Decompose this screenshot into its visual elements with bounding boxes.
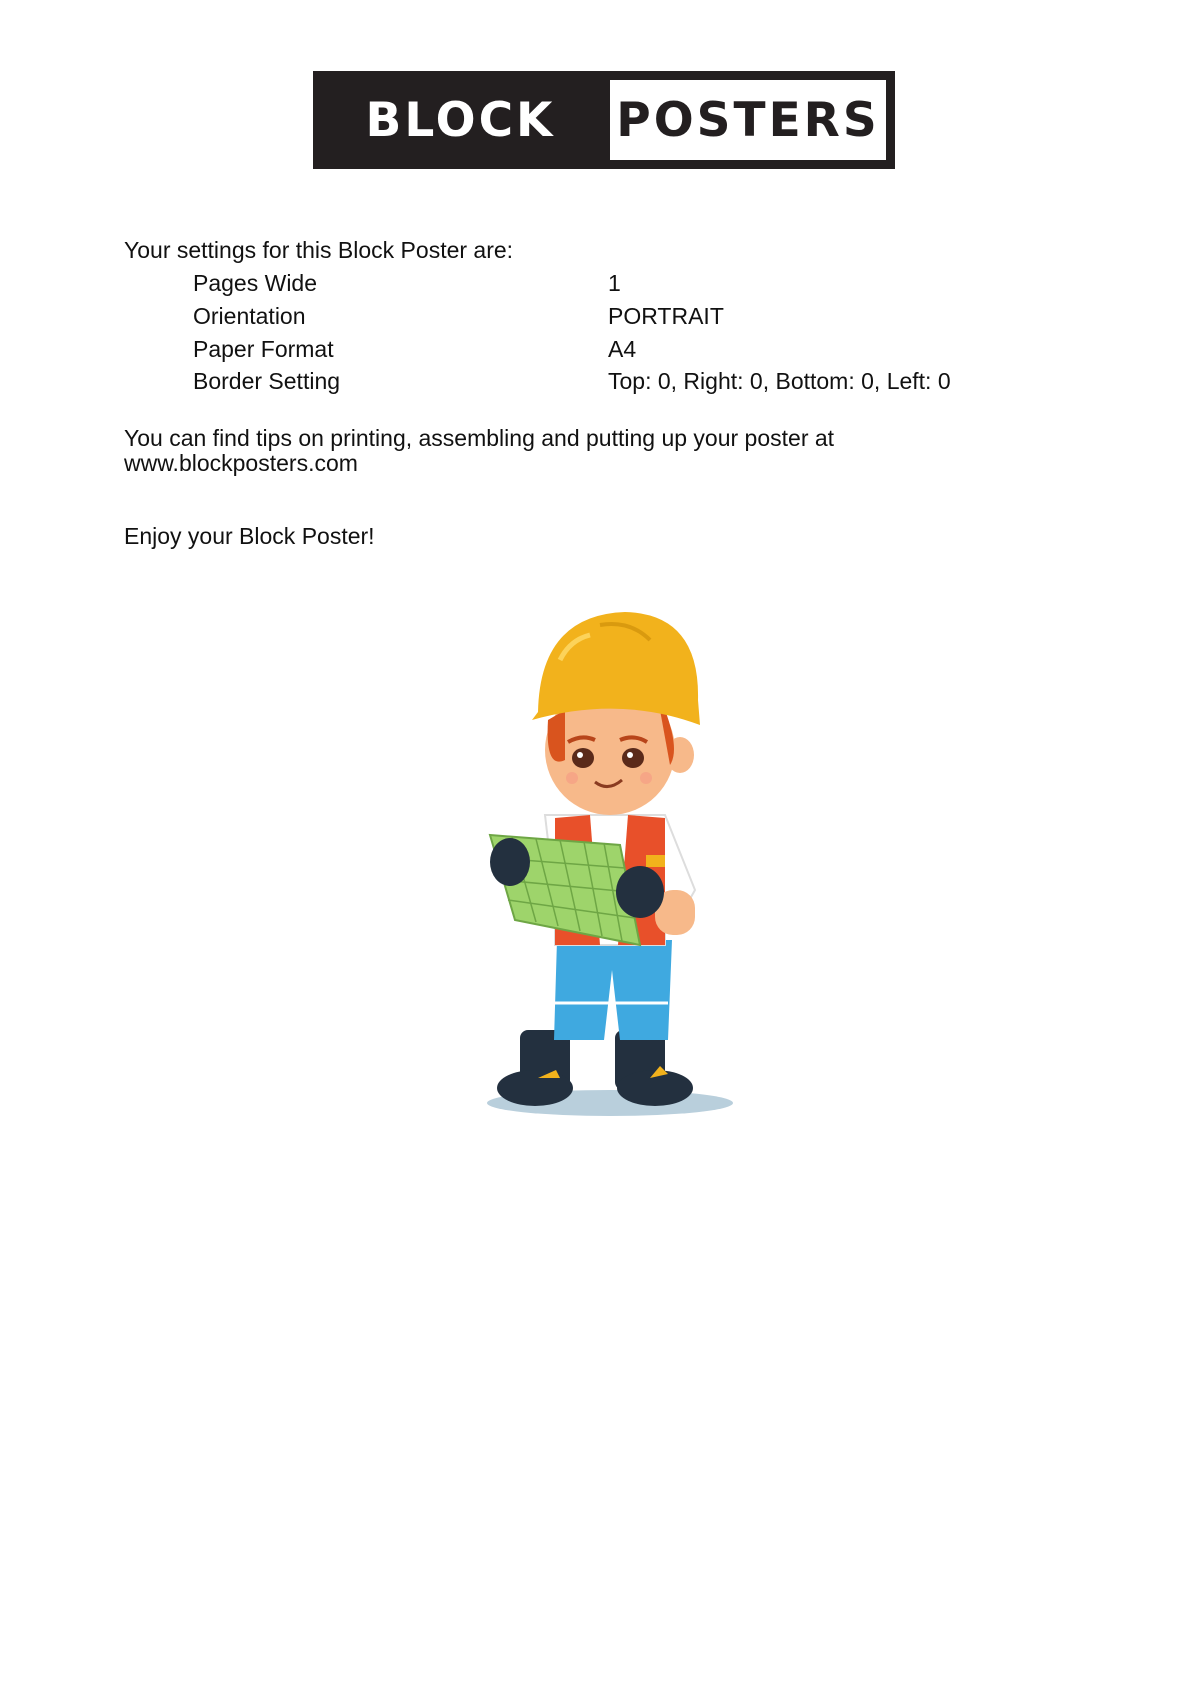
helmet [532, 612, 700, 725]
setting-label: Border Setting [193, 368, 341, 394]
setting-label: Orientation [193, 303, 306, 329]
setting-row-paper-format [193, 333, 1093, 365]
settings-intro: Your settings for this Block Poster are: [124, 237, 514, 263]
logo-block-text: BLOCK [365, 92, 556, 148]
setting-label: Paper Format [193, 336, 334, 362]
setting-row-pages-wide [193, 267, 1093, 299]
construction-worker-illustration [450, 600, 750, 1120]
website-url: www.blockposters.com [124, 450, 358, 476]
setting-value: A4 [608, 336, 637, 362]
setting-value: PORTRAIT [608, 303, 724, 329]
left-glove [490, 838, 530, 886]
right-glove [616, 866, 664, 918]
setting-label: Pages Wide [193, 270, 318, 296]
logo-posters-text: POSTERS [610, 80, 886, 160]
closing-text: Enjoy your Block Poster! [124, 523, 375, 549]
setting-row-border-setting [193, 365, 1093, 397]
setting-value: 1 [608, 270, 621, 296]
tips-text: You can find tips on printing, assembling and putting up your poster at [124, 425, 835, 451]
block-posters-logo [313, 71, 895, 169]
setting-value: Top: 0, Right: 0, Bottom: 0, Left: 0 [608, 368, 951, 394]
jeans [554, 940, 672, 1040]
setting-row-orientation [193, 300, 1093, 332]
